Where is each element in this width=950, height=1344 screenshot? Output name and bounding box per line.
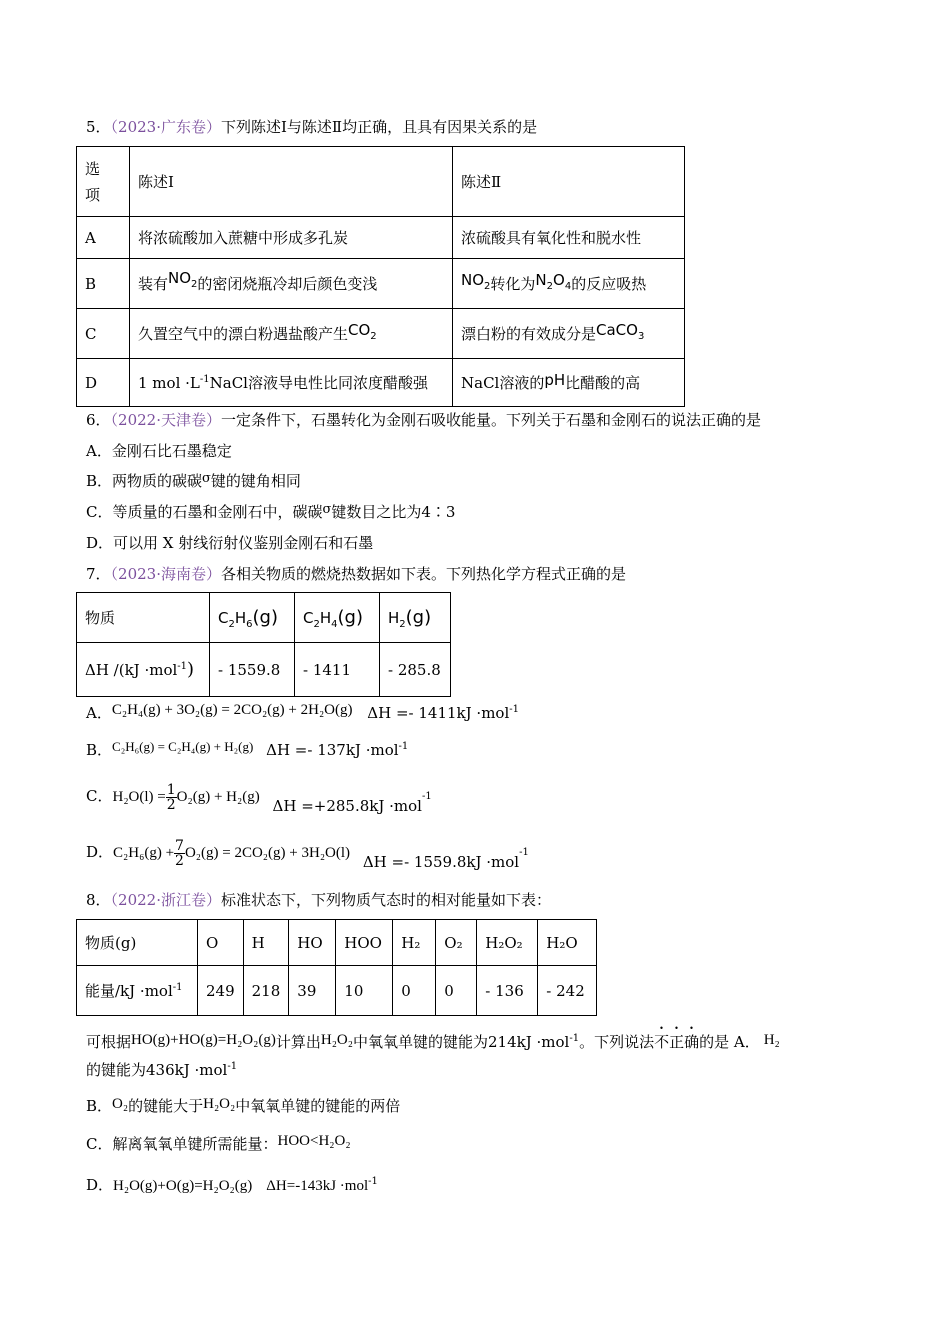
q8-option-c: C．解离氧氧单键所需能量：HOO<H₂O₂ [86,1133,351,1153]
q8-statement-line2: 的键能为436kJ ·mol$^{-1}$ [86,1061,238,1079]
q7-source: （2023·海南卷） [110,565,221,583]
q8-number: 8． [86,891,111,909]
q5-table [76,146,685,407]
q5-row-d-s2: NaCl溶液的pH比醋酸的高 [453,359,685,407]
q7-header-h2: $H_2(g)$ [380,593,451,643]
q7-header-c2h4: $C_2H_4(g)$ [295,593,380,643]
q5-stem [86,117,537,137]
q5-row-b-opt: B [77,259,130,309]
q5-row-b-s2: $NO_2$转化为$N_2O_4$的反应吸热 [453,259,685,309]
q7-row-label: ΔH /(kJ ·mol$^{-1}$) [77,643,210,697]
q8-header-hoo: HOO [336,920,393,966]
q8-value-h2o2: - 136 [477,966,538,1016]
q8-header-h2o: H₂O [538,920,597,966]
q7-option-b: B．C₂H₆(g) = C₂H₄(g) + H₂(g) ΔH =- 137kJ ·mol$^{-1}$ [86,739,409,759]
q5-row-d-s1: 1 mol $\cdot L^{-1}NaCl$溶液导电性比同浓度醋酸强 [130,359,453,407]
q8-value-o: 249 [198,966,244,1016]
q5-text: 下列陈述Ⅰ与陈述Ⅱ均正确，且具有因果关系的是 [221,118,538,136]
q8-value-ho: 39 [289,966,336,1016]
q6-option-d: D．可以用 X 射线衍射仪鉴别金刚石和石墨 [86,534,374,552]
q6-option-b: B．两物质的碳碳σ键的键角相同 [86,471,301,490]
q7-value-h2: - 285.8 [380,643,451,697]
q5-row-a-opt: A [77,217,130,259]
q8-header-h2o2: H₂O₂ [477,920,538,966]
q6-option-a: A．金刚石比石墨稳定 [86,442,232,460]
q8-header-ho: HO [289,920,336,966]
q7-value-c2h6: - 1559.8 [210,643,295,697]
q8-statement-line1: 可根据HO(g)+HO(g)=H₂O₂(g)计算出H₂O₂中氧氧单键的键能为214kJ ·mol$^{-1}$。下列说法不正确的是 A． H₂ [86,1032,780,1051]
q5-header-s1: 陈述Ⅰ [130,147,453,217]
q8-value-h2o: - 242 [538,966,597,1016]
q8-table [76,919,597,1016]
q8-option-d: D．H₂O(g)+O(g)=H₂O₂(g) ΔH=-143kJ ·mol$^{-1}$ [86,1176,378,1194]
q7-header-substance: 物质 [77,593,210,643]
q8-option-b: B．O₂的键能大于H₂O₂中氧氧单键的键能的两倍 [86,1096,401,1115]
q5-row-c-opt: C [77,309,130,359]
q6-option-c: C．等质量的石墨和金刚石中，碳碳σ键数目之比为4∶3 [86,502,456,521]
q7-number: 7． [86,565,111,583]
q7-table [76,592,451,697]
q8-source: （2022·浙江卷） [110,891,221,909]
q6-number: 6． [86,411,111,429]
q7-value-c2h4: - 1411 [295,643,380,697]
q6-text: 一定条件下，石墨转化为金刚石吸收能量。下列关于石墨和金刚石的说法正确的是 [221,411,762,429]
q7-option-a: A．C₂H₄(g) + 3O₂(g) = 2CO₂(g) + 2H₂O(g) ΔH =- 1411kJ ·mol$^{-1}$ [86,702,519,722]
q8-header-o: O [198,920,244,966]
q8-value-h2: 0 [393,966,436,1016]
q8-header-h2: H₂ [393,920,436,966]
q7-header-c2h6: $C_2H_6(g)$ [210,593,295,643]
q8-value-h: 218 [243,966,289,1016]
q5-header-option: 选 项 [77,147,130,217]
q8-row-label: 能量/kJ ·mol$^{-1}$ [77,966,198,1016]
q5-row-c-s2: 漂白粉的有效成分是CaCO$_3$ [453,309,685,359]
q8-header-h: H [243,920,289,966]
q8-emphasis: 不正确 [654,1033,700,1051]
q7-option-c: C．H₂O(l) = $\frac{1}{2}$ O₂(g) + H₂(g) ΔH =+285.8kJ ·mol$^{-1}$ [86,781,432,815]
q7-stem [86,564,626,584]
q5-row-d-opt: D [77,359,130,407]
q7-text: 各相关物质的燃烧热数据如下表。下列热化学方程式正确的是 [221,565,627,583]
q8-stem [86,890,551,910]
q6-source: （2022·天津卷） [110,411,221,429]
q8-text: 标准状态下，下列物质气态时的相对能量如下表： [221,891,552,909]
q8-value-hoo: 10 [336,966,393,1016]
q5-source: （2023·广东卷） [110,118,221,136]
q5-number: 5． [86,118,111,136]
q7-option-d: D．C₂H₆(g) + $\frac{7}{2}$ O₂(g) = 2CO₂(g) + 3H₂O(l) ΔH =- 1559.8kJ ·mol$^{-1}$ [86,837,529,871]
q8-value-o2: 0 [436,966,477,1016]
q8-header-o2: O₂ [436,920,477,966]
q5-row-b-s1: 装有$NO_2$的密闭烧瓶冷却后颜色变浅 [130,259,453,309]
q5-row-c-s1: 久置空气中的漂白粉遇盐酸产生$CO_2$ [130,309,453,359]
q5-row-a-s2: 浓硫酸具有氧化性和脱水性 [453,217,685,259]
q5-header-s2: 陈述Ⅱ [453,147,685,217]
q8-header-label: 物质(g) [77,920,198,966]
q6-stem [86,410,761,430]
q5-row-a-s1: 将浓硫酸加入蔗糖中形成多孔炭 [130,217,453,259]
